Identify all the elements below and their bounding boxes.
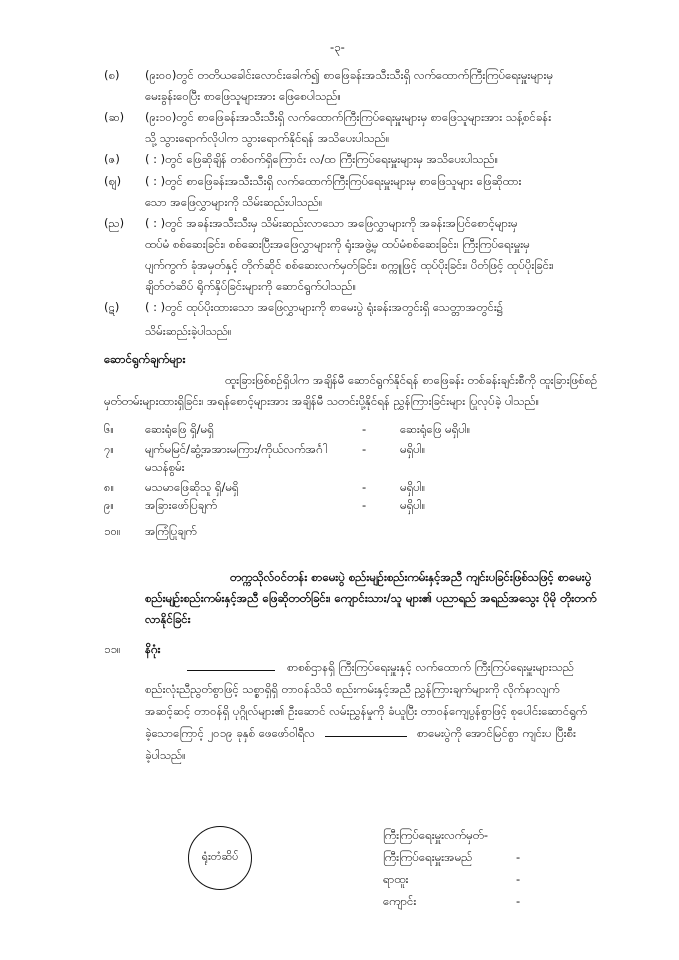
bold-paragraph-line: တက္ကသိုလ်ဝင်တန်း စာမေးပွဲ စည်းမျဉ်းစည်းကမ်းနှင့်အညီ ကျင်းပခြင်းဖြစ်သဖြင့် စာမေးပွဲ [230,570,592,584]
item-line: ချိတ်တံဆိပ် ရိုက်နှိပ်ခြင်းများကို ဆောင်ရွက်ပါသည်။ [145,279,357,293]
section-heading: ဆောင်ရွက်ချက်များ [104,352,186,366]
item-label: (ဇ) [104,152,120,166]
item-line: ( : )တွင် ထုပ်ပိုးထားသော အဖြေလွှာများကို စာမေးပွဲ ရုံးခန်းအတွင်းရှိ သေတ္တာအတွင်း၌ [145,300,504,314]
section-paragraph-line: မှတ်တမ်းများထားရှိခြင်း၊ အရန်စောင့်များအား အချိန်မီ သတင်းပို့နိုင်ရန် ညွှန်ကြားခြင်းများ ပြုလုပ်ခဲ့ ပါသည်။ [104,394,540,408]
stamp-label: ရုံးတံဆိပ် [201,850,239,863]
item-value: ဆေးရုံဖြေ မရှိပါ။ [400,422,471,436]
item-title: မျက်မမြင်/ဆွံ့အအားမကြား/ကိုယ်လက်အင်္ဂါ [145,442,328,456]
item-title: ဆေးရုံဖြေ ရှိ/မရှိ [145,422,214,436]
item-label: (ဈ) [104,174,122,188]
signature-dash: - [516,894,521,908]
item-dash: - [362,480,367,494]
item-number: ၇။ [104,442,114,456]
page-number: -၃- [330,40,345,54]
item-value: မရှိပါ။ [400,498,426,512]
conclusion-heading: နိဂုံး [145,642,161,656]
item-dash: - [362,422,367,436]
item-line: သို့ သွားရောက်လိုပါက သွားရောက်နိုင်ရန် အသိပေးပါသည်။ [145,131,390,145]
conclusion-line: အဆင့်ဆင့် တာဝန်ရှိ ပုဂ္ဂိုလ်များ၏ ဦးဆောင် လမ်းညွှန်မှုကို ခံယူပြီး တာဝန်ကျေပွန်စွာဖြင့် စုပေါင်းဆောင်ရွက် [145,704,588,718]
fill-in-blank[interactable] [325,724,407,737]
item-label: (ည) [104,216,125,230]
signature-label: ရာထူး [383,872,409,886]
item-line: ( : )တွင် ဖြေဆိုချိန် တစ်ဝက်ရှိကြောင်း လ/ထ ကြီးကြပ်ရေးမှူးများမှ အသိပေးပါသည်။ [145,152,499,166]
conclusion-number: ၁၁။ [104,642,121,656]
item-value: မရှိပါ။ [400,442,426,456]
item-title: အကြံပြုချက် [145,524,197,538]
signature-label: ကျောင်း [383,894,417,908]
item-number: ၈။ [104,480,115,494]
item-title: မသမာဖြေဆိုသူ ရှိ/မရှိ [145,480,239,494]
bold-paragraph-line: လာနိုင်ခြင်း [145,612,191,626]
signature-dash: - [516,872,521,886]
conclusion-line: ခဲ့ပါသည်။ [145,748,186,762]
item-label: (စ) [104,68,120,82]
item-line: ပျက်ကွက် ခုံအမှတ်နှင့် တိုက်ဆိုင် စစ်ဆေးလက်မှတ်ခြင်း၊ စက္ကူဖြင့် ထုပ်ပိုးခြင်း၊ ပိတ်ဖြင့် ထုပ်ပိုးခြင်း၊ [145,258,554,272]
item-title-cont: မသန်စွမ်း [145,460,185,474]
item-number: ၆။ [104,422,114,436]
item-dash: - [362,498,367,512]
signature-label: ကြီးကြပ်ရေးမှူးလက်မှတ်- [383,828,489,842]
conclusion-line: စည်းလုံးညီညွတ်စွာဖြင့် သစ္စာရှိရှိ တာဝန်သိသိ စည်းကမ်းနှင့်အညီ ညွှန်ကြားချက်များကို လိုက်နာလျက် [145,682,560,696]
item-label: (ဋ) [104,300,120,314]
item-number: ၁၀။ [104,524,121,538]
item-line: ( : )တွင် အခန်းအသီးသီးမှ သိမ်းဆည်းလာသော အဖြေလွှာများကို အခန်းအပြင်စောင့်များမှ [145,216,518,230]
fill-in-blank[interactable] [187,658,275,671]
signature-dash: - [516,850,521,864]
item-line: သော အဖြေလွှာများကို သိမ်းဆည်းပါသည်။ [145,195,323,209]
item-title: အခြားဖော်ပြချက် [145,498,218,512]
conclusion-text: ခဲ့သောကြောင့် ၂၀၁၉ ခုနှစ် ဖေဖော်ဝါရီလ [145,726,315,740]
item-number: ၉။ [104,498,114,512]
signature-label: ကြီးကြပ်ရေးမှူးအမည် [383,850,473,864]
conclusion-line [145,724,576,743]
item-line: သိမ်းဆည်းခဲ့ပါသည်။ [145,324,232,338]
conclusion-line [145,658,574,677]
item-line: (၉း၁၀)တွင် စာဖြေခန်းအသီးသီးရှိ လက်ထောက်ကြီးကြပ်ရေးမှူးများမှ စာဖြေသူများအား သန့်စင်ခန်း [145,110,552,124]
item-dash: - [362,442,367,456]
item-label: (ဆ) [104,110,125,124]
item-value: မရှိပါ။ [400,480,426,494]
item-line: ( : )တွင် စာဖြေခန်းအသီးသီးရှိ လက်ထောက်ကြီးကြပ်ရေးမှူးများမှ စာဖြေသူများ ဖြေဆိုထား [145,174,522,188]
office-stamp [188,826,252,890]
conclusion-text: စာစစ်ဌာနရှိ ကြီးကြပ်ရေးမှူးနှင့် လက်ထောက် ကြီးကြပ်ရေးမှူးများသည် [287,660,574,674]
conclusion-text: စာမေးပွဲကို အောင်မြင်စွာ ကျင်းပ ပြီးစီး [416,726,576,740]
item-line: ထပ်မံ စစ်ဆေးခြင်း၊ စစ်ဆေးပြီးအဖြေလွှာများကို ရုံးအဖွဲ့မှ ထပ်မံစစ်ဆေးခြင်း၊ ကြီးကြပ်ရေးမှူးမှ [145,237,530,251]
item-line: (၉း၀၀)တွင် တတိယခေါင်းလောင်းခေါက်၍ စာဖြေခန်းအသီးသီးရှိ လက်ထောက်ကြီးကြပ်ရေးမှူးများမှ [145,68,553,82]
item-line: မေးခွန်းဝေပြီး စာဖြေသူများအား ဖြေစေပါသည်။ [145,89,341,103]
bold-paragraph-line: စည်းမျဉ်းစည်းကမ်းနှင့်အညီ ဖြေဆိုတတ်ခြင်း၊ ကျောင်းသား/သူ များ၏ ပညာရည် အရည်အသွေး ပိုမို တိုးတက် [145,591,597,605]
section-paragraph-line: ထူးခြားဖြစ်စဉ်ရှိပါက အချိန်မီ ဆောင်ရွက်နိုင်ရန် စာဖြေခန်း တစ်ခန်းချင်းစီကို ထူးခြားဖြစ်စဉ် [225,373,598,387]
